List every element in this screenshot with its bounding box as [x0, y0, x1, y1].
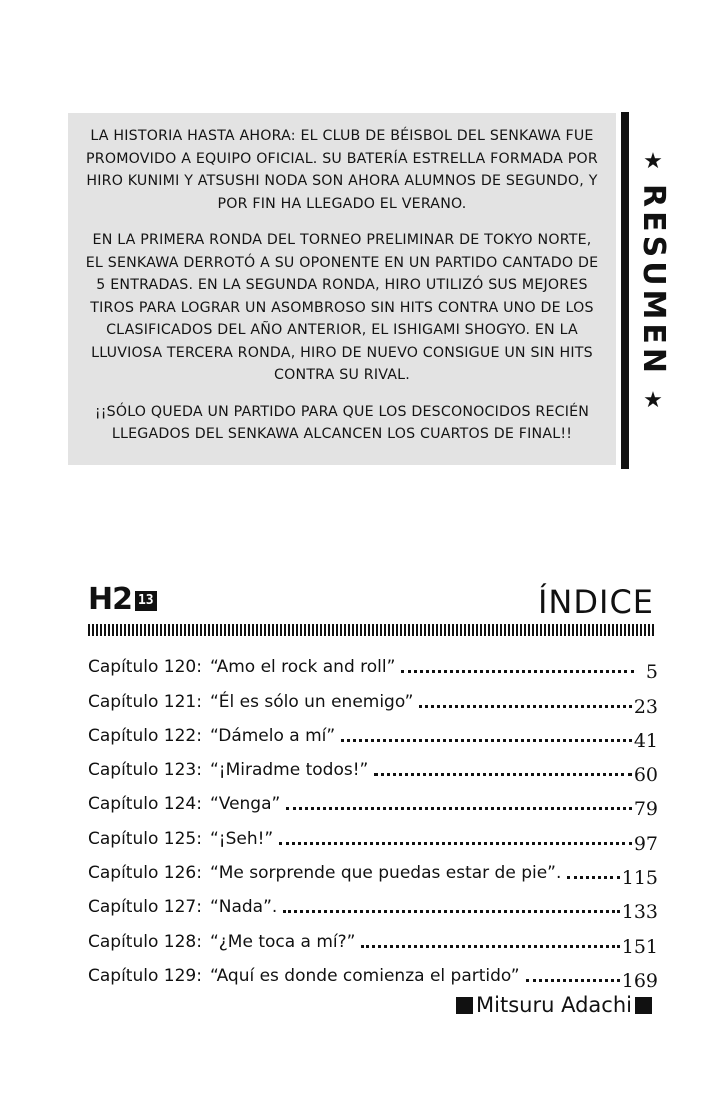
toc-row	[88, 885, 658, 924]
toc-chapter: Capítulo 123	[88, 760, 197, 781]
toc-colon: :	[196, 863, 202, 884]
toc-row	[88, 645, 658, 684]
toc-row	[88, 748, 658, 787]
toc-title: “Amo el rock and roll”	[209, 657, 396, 678]
toc-page-number: 23	[633, 695, 658, 718]
square-bullet-icon-right	[635, 997, 652, 1014]
toc-row	[88, 954, 658, 992]
toc-title: “Dámelo a mí”	[209, 725, 336, 746]
toc-dot-leader	[283, 910, 619, 913]
toc-page-number: 97	[633, 832, 658, 855]
resumen-side-label	[633, 150, 673, 450]
resumen-label-text: RESUMEN	[636, 184, 671, 378]
toc-title: “Venga”	[209, 794, 281, 815]
toc-title: “¡Miradme todos!”	[209, 760, 369, 781]
toc-page-number: 133	[621, 901, 658, 924]
toc-row	[88, 816, 658, 855]
toc-row	[88, 851, 658, 890]
toc-title: “Nada”.	[209, 897, 278, 918]
summary-paragraph-2: EN LA PRIMERA RONDA DEL TORNEO PRELIMINAR DE TOKYO NORTE, EL SENKAWA DERROTÓ A SU OPONENTE EN UN PARTIDO CANTADO DE 5 ENTRADAS. EN LA SEGUNDA RONDA, HIRO UTILIZÓ SUS MEJORES TIROS PARA LOGRAR UN ASOMBROSO SIN HITS CONTRA UNO DE LOS CLASIFICADOS DEL AÑO ANTERIOR, EL ISHIGAMI SHOGYO. EN LA LLUVIOSA TERCERA RONDA, HIRO DE NUEVO CONSIGUE UN SIN HITS CONTRA SU RIVAL.	[85, 232, 599, 383]
toc-chapter: Capítulo 121	[88, 691, 197, 712]
index-title: ÍNDICE	[537, 583, 654, 621]
toc-colon: :	[196, 897, 202, 918]
toc-colon: :	[196, 657, 202, 678]
summary-paragraph-1: LA HISTORIA HASTA AHORA: EL CLUB DE BÉISBOL DEL SENKAWA FUE PROMOVIDO A EQUIPO OFICIAL. SU BATERÍA ESTRELLA FORMADA POR HIRO KUNIMI Y ATSUSHI NODA SON AHORA ALUMNOS DE SEGUNDO, Y POR FIN HA LLEGADO EL VERANO.	[86, 128, 598, 212]
toc-dot-leader	[361, 945, 619, 948]
summary-box	[68, 113, 616, 465]
toc-dot-leader	[419, 705, 631, 708]
toc-row	[88, 714, 658, 752]
toc-chapter: Capítulo 129	[88, 965, 197, 986]
toc-dot-leader	[286, 807, 631, 810]
author-name: Mitsuru Adachi	[476, 993, 632, 1017]
barcode-divider	[88, 624, 656, 636]
toc-dot-leader	[279, 842, 632, 845]
summary-side-bar	[621, 112, 629, 469]
volume-number-badge: 13	[135, 591, 157, 611]
square-bullet-icon-left	[456, 997, 473, 1014]
toc-colon: :	[196, 760, 202, 781]
star-icon-bottom: ★	[643, 388, 663, 414]
toc-dot-leader	[341, 739, 632, 742]
toc-page-number: 5	[645, 661, 658, 684]
toc-page-number: 115	[621, 867, 658, 890]
author-credit	[453, 992, 655, 1018]
toc-row	[88, 919, 658, 958]
toc-chapter: Capítulo 120	[88, 657, 197, 678]
toc-chapter: Capítulo 122	[88, 725, 197, 746]
toc-chapter: Capítulo 127	[88, 897, 197, 918]
toc-colon: :	[196, 965, 202, 986]
toc-title: “¿Me toca a mí?”	[209, 931, 356, 952]
toc-colon: :	[196, 725, 202, 746]
toc-chapter: Capítulo 126	[88, 863, 197, 884]
star-icon-top: ★	[643, 149, 663, 174]
toc-dot-leader	[567, 876, 619, 879]
toc-title: “Aquí es donde comienza el partido”	[209, 965, 520, 986]
toc-row	[88, 782, 658, 821]
table-of-contents	[88, 645, 658, 992]
toc-title: “Él es sólo un enemigo”	[209, 691, 414, 712]
toc-dot-leader	[401, 670, 634, 673]
volume-logo	[88, 583, 157, 617]
toc-chapter: Capítulo 124	[88, 794, 197, 815]
toc-title: “Me sorprende que puedas estar de pie”.	[209, 863, 562, 884]
toc-chapter: Capítulo 125	[88, 828, 197, 849]
toc-chapter: Capítulo 128	[88, 931, 197, 952]
toc-page-number: 79	[633, 798, 658, 821]
toc-colon: :	[196, 691, 202, 712]
toc-page-number: 41	[633, 729, 658, 752]
toc-page-number: 60	[633, 764, 658, 787]
toc-dot-leader	[526, 979, 620, 982]
series-title: H2	[88, 582, 132, 617]
toc-page-number: 169	[621, 969, 658, 992]
summary-paragraph-3: ¡¡SÓLO QUEDA UN PARTIDO PARA QUE LOS DESCONOCIDOS RECIÉN LLEGADOS DEL SENKAWA ALCANCEN LOS CUARTOS DE FINAL!!	[94, 403, 590, 442]
toc-colon: :	[196, 828, 202, 849]
toc-dot-leader	[374, 773, 631, 776]
toc-colon: :	[196, 794, 202, 815]
toc-title: “¡Seh!”	[209, 828, 274, 849]
toc-row	[88, 679, 658, 718]
toc-page-number: 151	[621, 935, 658, 958]
toc-colon: :	[196, 931, 202, 952]
